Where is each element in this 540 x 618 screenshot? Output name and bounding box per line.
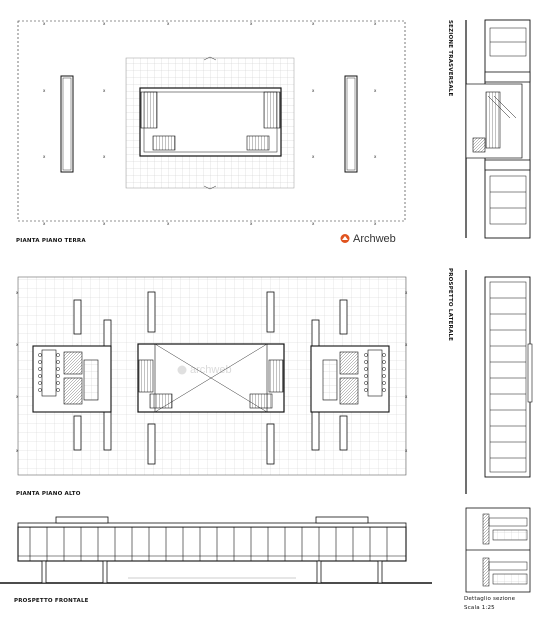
- svg-text:x: x: [405, 290, 408, 295]
- svg-text:x: x: [16, 394, 19, 399]
- front-elevation: [0, 517, 432, 583]
- svg-text:x: x: [43, 221, 46, 226]
- svg-text:x: x: [250, 221, 253, 226]
- svg-text:x: x: [312, 88, 315, 93]
- svg-text:x: x: [312, 154, 315, 159]
- watermark-text: archweb: [190, 364, 232, 376]
- svg-text:x: x: [312, 21, 315, 26]
- svg-text:x: x: [405, 394, 408, 399]
- svg-text:x: x: [312, 221, 315, 226]
- archweb-logo-text: Archweb: [353, 233, 396, 245]
- svg-text:x: x: [374, 21, 377, 26]
- ground-floor-plan: [18, 21, 405, 226]
- svg-text:x: x: [374, 88, 377, 93]
- section-detail: [466, 508, 530, 592]
- svg-text:x: x: [374, 154, 377, 159]
- svg-text:x: x: [16, 342, 19, 347]
- svg-text:x: x: [167, 21, 170, 26]
- upper-floor-plan: [16, 277, 408, 475]
- svg-text:x: x: [43, 154, 46, 159]
- front-elevation-label: PROSPETTO FRONTALE: [14, 598, 89, 604]
- archweb-logo: [341, 233, 396, 245]
- svg-text:x: x: [16, 448, 19, 453]
- detail-scale-label: Scala 1:25: [464, 605, 495, 611]
- watermark: [178, 364, 232, 376]
- svg-text:x: x: [103, 154, 106, 159]
- svg-text:x: x: [103, 88, 106, 93]
- ground-floor-label: PIANTA PIANO TERRA: [16, 238, 86, 244]
- svg-text:x: x: [250, 21, 253, 26]
- side-elevation-label: PROSPETTO LATERALE: [447, 268, 453, 342]
- side-elevation: [466, 270, 532, 494]
- svg-text:x: x: [16, 290, 19, 295]
- cross-section: [466, 20, 530, 238]
- svg-text:x: x: [374, 221, 377, 226]
- svg-text:x: x: [405, 342, 408, 347]
- cross-section-label: SEZIONE TRASVERSALE: [447, 20, 453, 97]
- svg-text:x: x: [103, 221, 106, 226]
- svg-text:x: x: [405, 448, 408, 453]
- svg-text:x: x: [43, 88, 46, 93]
- svg-text:x: x: [103, 21, 106, 26]
- svg-text:x: x: [167, 221, 170, 226]
- upper-floor-label: PIANTA PIANO ALTO: [16, 491, 81, 497]
- svg-text:x: x: [43, 21, 46, 26]
- detail-title-label: Dettaglio sezione: [464, 596, 516, 602]
